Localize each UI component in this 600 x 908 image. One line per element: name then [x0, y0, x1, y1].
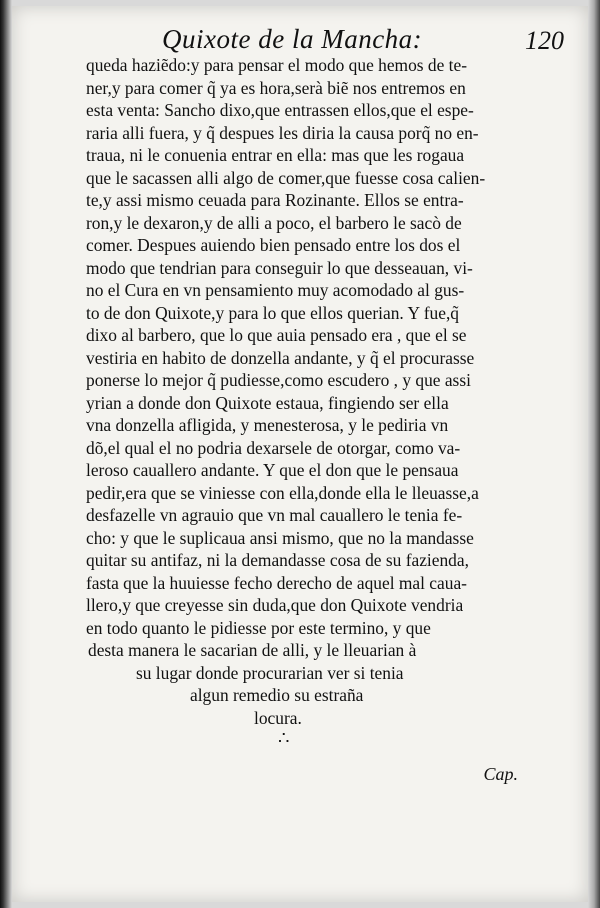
text-line: vna donzella afligida, y menesterosa, y le pediria vn [86, 415, 449, 435]
text-line: ponerse lo mejor q̃ pudiesse,como escudero , y que assi [86, 370, 471, 390]
text-line: fasta que la huuiesse fecho derecho de aquel mal caua- [86, 572, 467, 593]
text-line: to de don Quixote,y para lo que ellos querian. Y fue,q̃ [86, 302, 459, 323]
text-line: desfazelle vn agrauio que vn mal cauallero le tenia fe- [86, 505, 463, 525]
text-line: cho: y que le suplicaua ansi mismo, que no la mandasse [86, 527, 474, 548]
ornament: ∴ [278, 728, 291, 748]
text-line: algun remedio su estraña [190, 685, 364, 705]
body-text [86, 54, 536, 729]
running-title: Quixote de la Mancha: [162, 24, 423, 54]
text-line: locura. [254, 707, 302, 728]
text-line: llero,y que creyesse sin duda,que don Quixote vendria [86, 595, 464, 615]
text-line: traua, ni le conuenia entrar en ella: mas que les rogaua [86, 145, 465, 165]
text-line: desta manera le sacarian de alli, y le lleuarian à [88, 640, 417, 660]
text-line: queda haziẽdo:y para pensar el modo que hemos de te- [86, 55, 467, 75]
text-line: no el Cura en vn pensamiento muy acomodado al gus- [86, 280, 465, 300]
text-line: su lugar donde procurarian ver si tenia [136, 662, 404, 683]
page-number: 120 [525, 26, 564, 55]
text-line: ner,y para comer q̃ ya es hora,serà biẽ nos entremos en [86, 77, 466, 98]
text-line: esta venta: Sancho dixo,que entrassen ellos,que el espe- [86, 100, 474, 120]
text-line: pedir,era que se viniesse con ella,donde ella le lleuasse,a [86, 482, 479, 503]
catchword: Cap. [483, 764, 518, 784]
text-line: que le sacassen alli algo de comer,que fuesse cosa calien- [86, 167, 486, 188]
text-line: quitar su antifaz, ni la demandasse cosa de su fazienda, [86, 550, 469, 570]
text-line: modo que tendrian para conseguir lo que desseauan, vi- [86, 257, 473, 278]
text-line: te,y assi mismo ceuada para Rozinante. Ellos se entra- [86, 190, 464, 210]
text-line: leroso cauallero andante. Y que el don que le pensaua [86, 460, 459, 480]
scan-edge-left [0, 0, 12, 908]
text-line: en todo quanto le pidiesse por este termino, y que [86, 617, 431, 638]
text-line: vestiria en habito de donzella andante, y q̃ el procurasse [86, 347, 475, 368]
text-line: dõ,el qual el no podria dexarsele de otorgar, como va- [86, 437, 461, 458]
main-paragraph [86, 54, 536, 639]
scan-edge-right [588, 0, 600, 908]
text-line: raria alli fuera, y q̃ despues les diria la causa porq̃ no en- [86, 122, 479, 143]
text-line: ron,y le dexaron,y de alli a poco, el barbero le sacò de [86, 212, 462, 233]
book-page [12, 6, 588, 902]
text-line: yrian a donde don Quixote estaua, fingiendo ser ella [86, 392, 449, 413]
text-line: comer. Despues auiendo bien pensado entre los dos el [86, 235, 461, 255]
tail-paragraph [86, 639, 536, 729]
text-line: dixo al barbero, que lo que auia pensado era , que el se [86, 325, 467, 345]
